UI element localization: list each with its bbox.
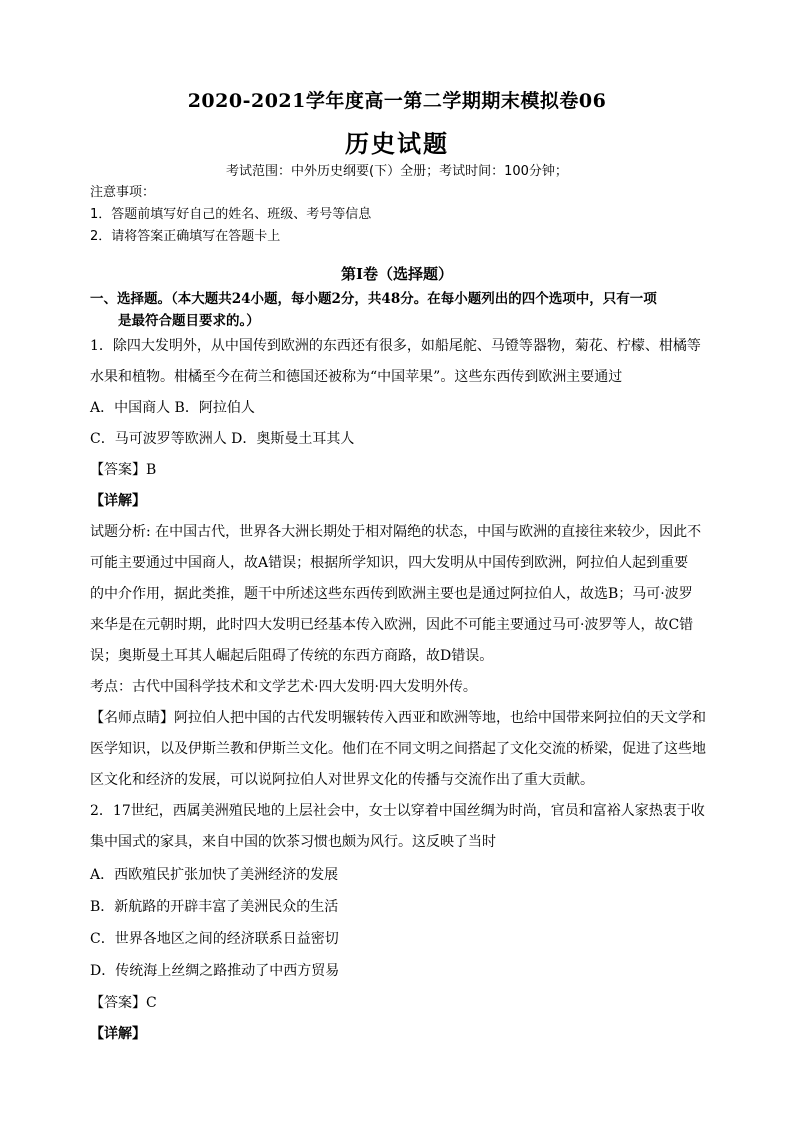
option-c: C．世界各地区之间的经济联系日益密切 (90, 931, 339, 947)
teacher-tip: 医学知识，以及伊斯兰教和伊斯兰文化。他们在不同文明之间搭起了文化交流的桥梁，促进了这些地 (90, 741, 706, 757)
detail-text: 可能主要通过中国商人，故A错误；根据所学知识，四大发明从中国传到欧洲，阿拉伯人起到重要 (90, 555, 689, 571)
answer: 【答案】B (90, 462, 157, 478)
note-item: 2．请将答案正确填写在答题卡上 (90, 229, 281, 244)
exam-title: 2020-2021学年度高一第二学期期末模拟卷06 (187, 90, 607, 112)
option-d: D．传统海上丝绸之路推动了中西方贸易 (90, 963, 340, 979)
question-options: C．马可波罗等欧洲人 D．奥斯曼土耳其人 (90, 431, 355, 447)
question-options: A．中国商人 B．阿拉伯人 (90, 400, 255, 416)
detail-text: 误；奥斯曼土耳其人崛起后阻碍了传统的东西方商路，故D错误。 (90, 648, 494, 664)
detail-label: 【详解】 (90, 1026, 146, 1042)
answer: 【答案】C (90, 995, 157, 1011)
subject-title: 历史试题 (345, 129, 449, 158)
teacher-tip: 【名师点睛】阿拉伯人把中国的古代发明辗转传入西亚和欧洲等地，也给中国带来阿拉伯的天文学和 (90, 710, 706, 726)
section-instructions: 一、选择题。（本大题共24小题，每小题2分，共48分。在每小题列出的四个选项中，只有一项 (90, 291, 657, 307)
question-stem: 水果和植物。柑橘至今在荷兰和德国还被称为“中国苹果”。这些东西传到欧洲主要通过 (90, 369, 623, 385)
detail-text: 来华是在元朝时期，此时四大发明已经基本传入欧洲，因此不可能主要通过马可·波罗等人，故C错 (90, 617, 694, 633)
kaodian: 考点：古代中国科学技术和文学艺术·四大发明·四大发明外传。 (90, 679, 477, 695)
notes-heading: 注意事项： (90, 185, 156, 200)
detail-text: 试题分析: 在中国古代，世界各大洲长期处于相对隔绝的状态，中国与欧洲的直接往来较少，因此不 (90, 524, 702, 540)
option-b: B．新航路的开辟丰富了美洲民众的生活 (90, 899, 339, 915)
exam-info: 考试范围：中外历史纲要(下）全册；考试时间：100分钟； (226, 164, 568, 179)
teacher-tip: 区文化和经济的发展，可以说阿拉伯人对世界文化的传播与交流作出了重大贡献。 (90, 772, 594, 788)
question-stem: 1．除四大发明外，从中国传到欧洲的东西还有很多，如船尾舵、马镫等器物，菊花、柠檬、柑橘等 (90, 338, 701, 354)
detail-text: 的中介作用，据此类推，题干中所述这些东西传到欧洲主要也是通过阿拉伯人，故选B；马可·波罗 (90, 586, 693, 602)
option-a: A．西欧殖民扩张加快了美洲经济的发展 (90, 867, 339, 883)
note-item: 1．答题前填写好自己的姓名、班级、考号等信息 (90, 207, 372, 222)
section-instructions-cont: 是最符合题目要求的。） (118, 313, 260, 329)
question-stem: 2．17世纪，西属美洲殖民地的上层社会中，女士以穿着中国丝绸为时尚，官员和富裕人家热衷于收 (90, 803, 705, 819)
question-stem: 集中国式的家具，来自中国的饮茶习惯也颇为风行。这反映了当时 (90, 834, 496, 850)
section-title: 第I卷（选择题） (340, 265, 454, 283)
detail-label: 【详解】 (90, 493, 146, 509)
